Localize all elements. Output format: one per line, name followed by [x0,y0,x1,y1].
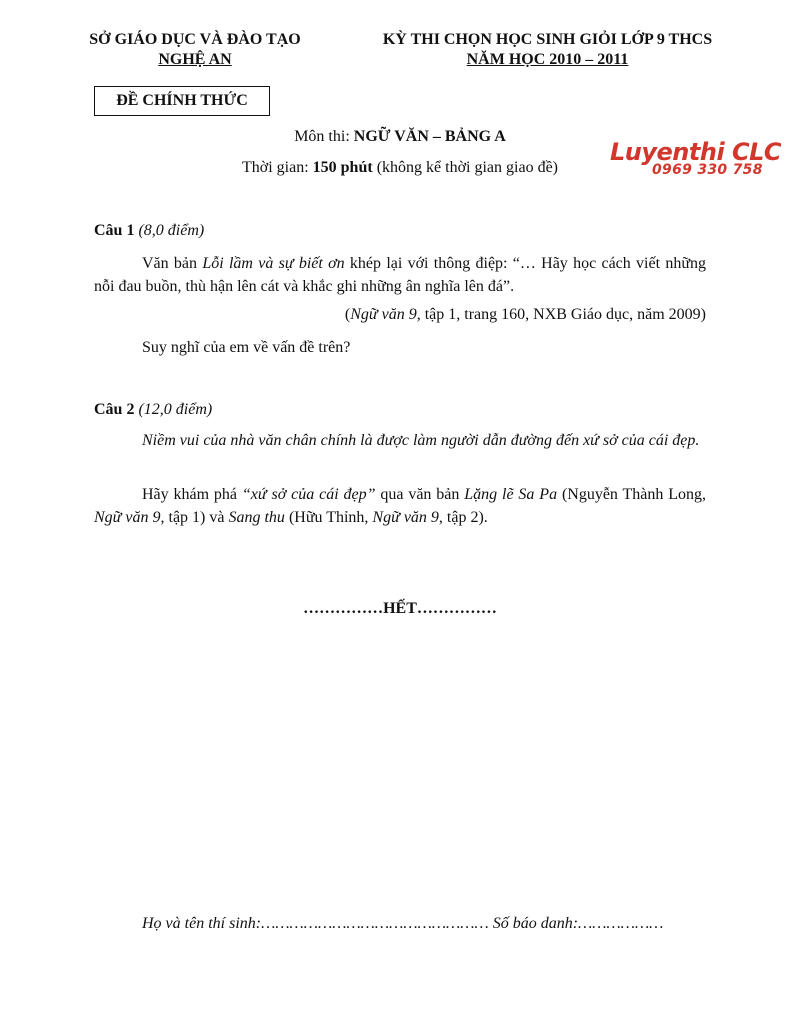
question-1-source [94,305,706,325]
school-year: NĂM HỌC 2010 – 2011 [466,51,629,68]
task-book-1: Ngữ văn 9 [94,509,161,526]
question-2-title: Câu 2 [94,401,135,418]
time-note: (không kể thời gian giao đề) [372,159,558,176]
candidate-number-blank: ……………… [578,915,664,932]
watermark-phone: 0969 330 758 [652,162,763,178]
exam-header [350,30,745,70]
luyenthi-watermark [610,138,782,178]
task-book-2: Ngữ văn 9 [372,509,439,526]
subject-line [200,127,600,147]
question-1-work-title: Lỗi lầm và sự biết ơn [202,255,345,272]
source-details: tập 1, trang 160, NXB Giáo dục, năm 2009) [420,306,706,323]
question-1-title: Câu 1 [94,222,135,239]
official-exam-badge [94,86,270,116]
candidate-name-label: Họ và tên thí sinh: [142,915,262,932]
official-exam-label: ĐỀ CHÍNH THỨC [116,92,248,109]
task-text-3: (Nguyễn Thành Long, [557,486,707,503]
task-work-1: Lặng lẽ Sa Pa [464,486,558,503]
task-text-5: (Hữu Thỉnh, [284,509,373,526]
department-header [60,30,330,70]
time-label: Thời gian: [241,159,313,176]
question-2-task [94,483,706,529]
task-text-1: Hãy khám phá [142,486,242,503]
end-marker: ……………HẾT…………… [303,600,497,617]
task-theme: “xứ sở của cái đẹp” [241,486,376,503]
time-value: 150 phút [312,159,373,176]
source-book: Ngữ văn 9, [350,306,421,323]
candidate-info-line [142,914,742,934]
candidate-number-label: Số báo danh: [488,915,579,932]
watermark-brand: Luyenthi CLC [610,138,782,166]
question-2-heading [94,400,212,420]
task-text-4: , tập 1) và [160,509,229,526]
question-1-heading [94,221,204,241]
question-1-points: (8,0 điểm) [134,222,205,239]
subject-label: Môn thi: [294,128,354,145]
subject-value: NGỮ VĂN – BẢNG A [353,128,506,145]
question-1-text-a: Văn bản [142,255,203,272]
task-work-2: Sang thu [228,509,285,526]
task-text-2: qua văn bản [375,486,465,503]
exam-title: KỲ THI CHỌN HỌC SINH GIỎI LỚP 9 THCS [382,31,713,48]
source-open-paren: ( [344,306,351,323]
department-name: SỞ GIÁO DỤC VÀ ĐÀO TẠO [89,31,301,48]
question-2-quote: Niềm vui của nhà văn chân chính là được làm người dẫn đường đến xứ sở của cái đẹp. [142,432,700,449]
question-2-points: (12,0 điểm) [134,401,213,418]
task-text-6: , tập 2). [438,509,488,526]
question-1-text-b: khép lại với thông điệp: “… Hãy học cách viết những nỗi đau buồn, thù hận lên cát và khắc ghi những ân nghĩa lên đá”. [94,255,706,295]
question-1-prompt: Suy nghĩ của em về vấn đề trên? [142,339,351,356]
time-line [200,158,600,178]
question-1-paragraph [94,252,706,298]
candidate-name-blank: ………………………………………… [261,915,489,932]
province-name: NGHỆ AN [158,51,232,68]
